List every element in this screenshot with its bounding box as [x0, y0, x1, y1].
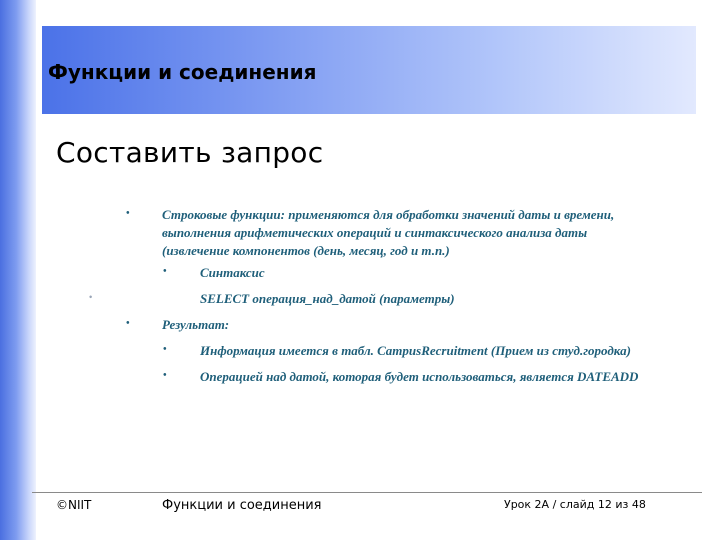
left-gradient-bar: [0, 0, 36, 540]
header-title: Функции и соединения: [48, 60, 317, 84]
list-item-info: Информация имеется в табл. CampusRecruitment (Прием из студ.городка): [200, 343, 631, 358]
footer-divider: [32, 492, 702, 493]
slide-heading: Составить запрос: [56, 136, 324, 169]
stray-bullet-icon: •: [89, 292, 93, 302]
list-item-line: Строковые функции: применяются для обработки значений даты и времени,: [162, 207, 615, 222]
list-item-line: выполнения арифметических операций и синтаксического анализа даты: [162, 225, 588, 240]
list-item-line: (извлечение компонентов (день, месяц, год и т.п.): [162, 243, 450, 258]
bullet-icon: •: [163, 344, 167, 355]
bullet-icon: •: [126, 208, 130, 219]
bullet-icon: •: [163, 370, 167, 381]
bullet-icon: •: [126, 318, 130, 329]
list-item-dateadd: Операцией над датой, которая будет использоваться, является DATEADD: [200, 369, 639, 384]
list-item-syntax: Синтаксис: [200, 265, 265, 280]
list-item-select: SELECT операция_над_датой (параметры): [200, 291, 455, 306]
list-item-result: Результат:: [162, 317, 230, 332]
list-item-string-functions: [162, 206, 614, 260]
footer-title: Функции и соединения: [162, 498, 322, 513]
footer-slide-info: Урок 2A / слайд 12 из 48: [504, 498, 646, 511]
bullet-icon: •: [163, 266, 167, 277]
footer-copyright: ©NIIT: [56, 498, 92, 512]
